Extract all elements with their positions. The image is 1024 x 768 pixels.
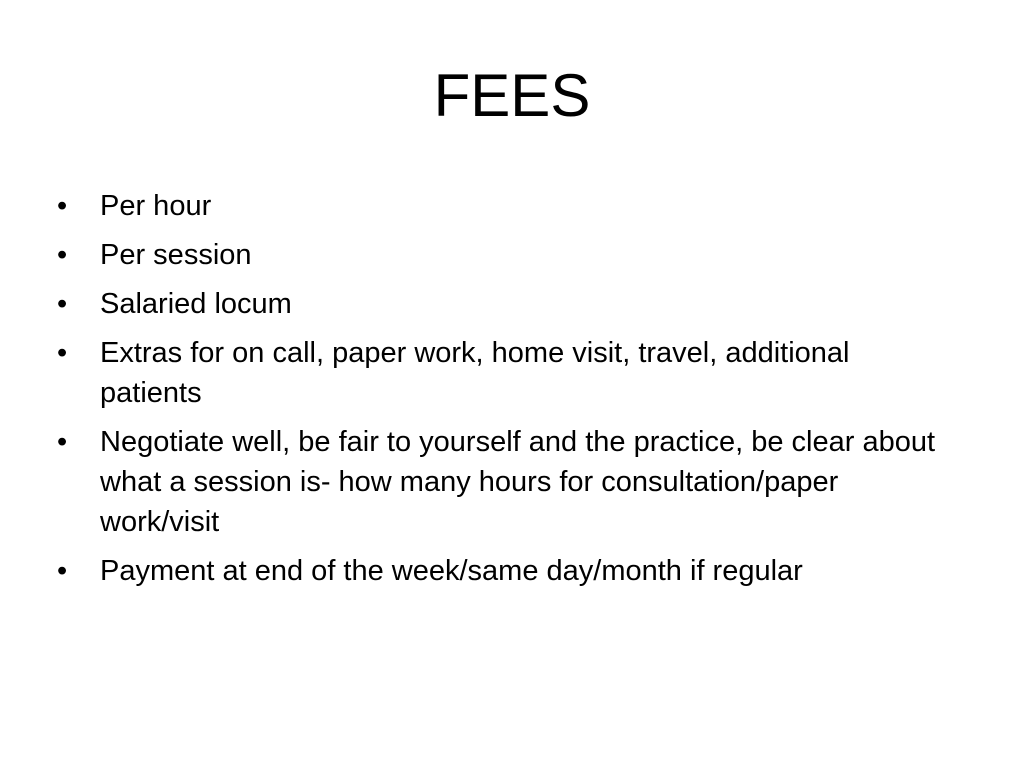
bullet-item xyxy=(57,333,937,413)
bullet-item xyxy=(57,284,937,324)
bullet-icon: • xyxy=(57,190,68,222)
bullet-item xyxy=(57,235,937,275)
bullet-item xyxy=(57,422,937,542)
bullet-text: Per session xyxy=(100,239,252,271)
bullet-icon: • xyxy=(57,288,68,320)
bullet-icon: • xyxy=(57,337,68,369)
bullet-icon: • xyxy=(57,239,68,271)
bullet-item xyxy=(57,551,937,591)
bullet-text: Extras for on call, paper work, home visit, travel, additional patients xyxy=(100,337,850,409)
bullet-item xyxy=(57,186,937,226)
bullet-list xyxy=(57,186,937,600)
bullet-text: Per hour xyxy=(100,190,212,222)
bullet-text: Negotiate well, be fair to yourself and the practice, be clear about what a session is- how many hours for consultation/paper work/visit xyxy=(100,426,936,538)
bullet-icon: • xyxy=(57,555,68,587)
bullet-text: Salaried locum xyxy=(100,288,292,320)
bullet-text: Payment at end of the week/same day/month if regular xyxy=(100,555,803,587)
slide-title: FEES xyxy=(433,62,591,129)
bullet-icon: • xyxy=(57,426,68,458)
